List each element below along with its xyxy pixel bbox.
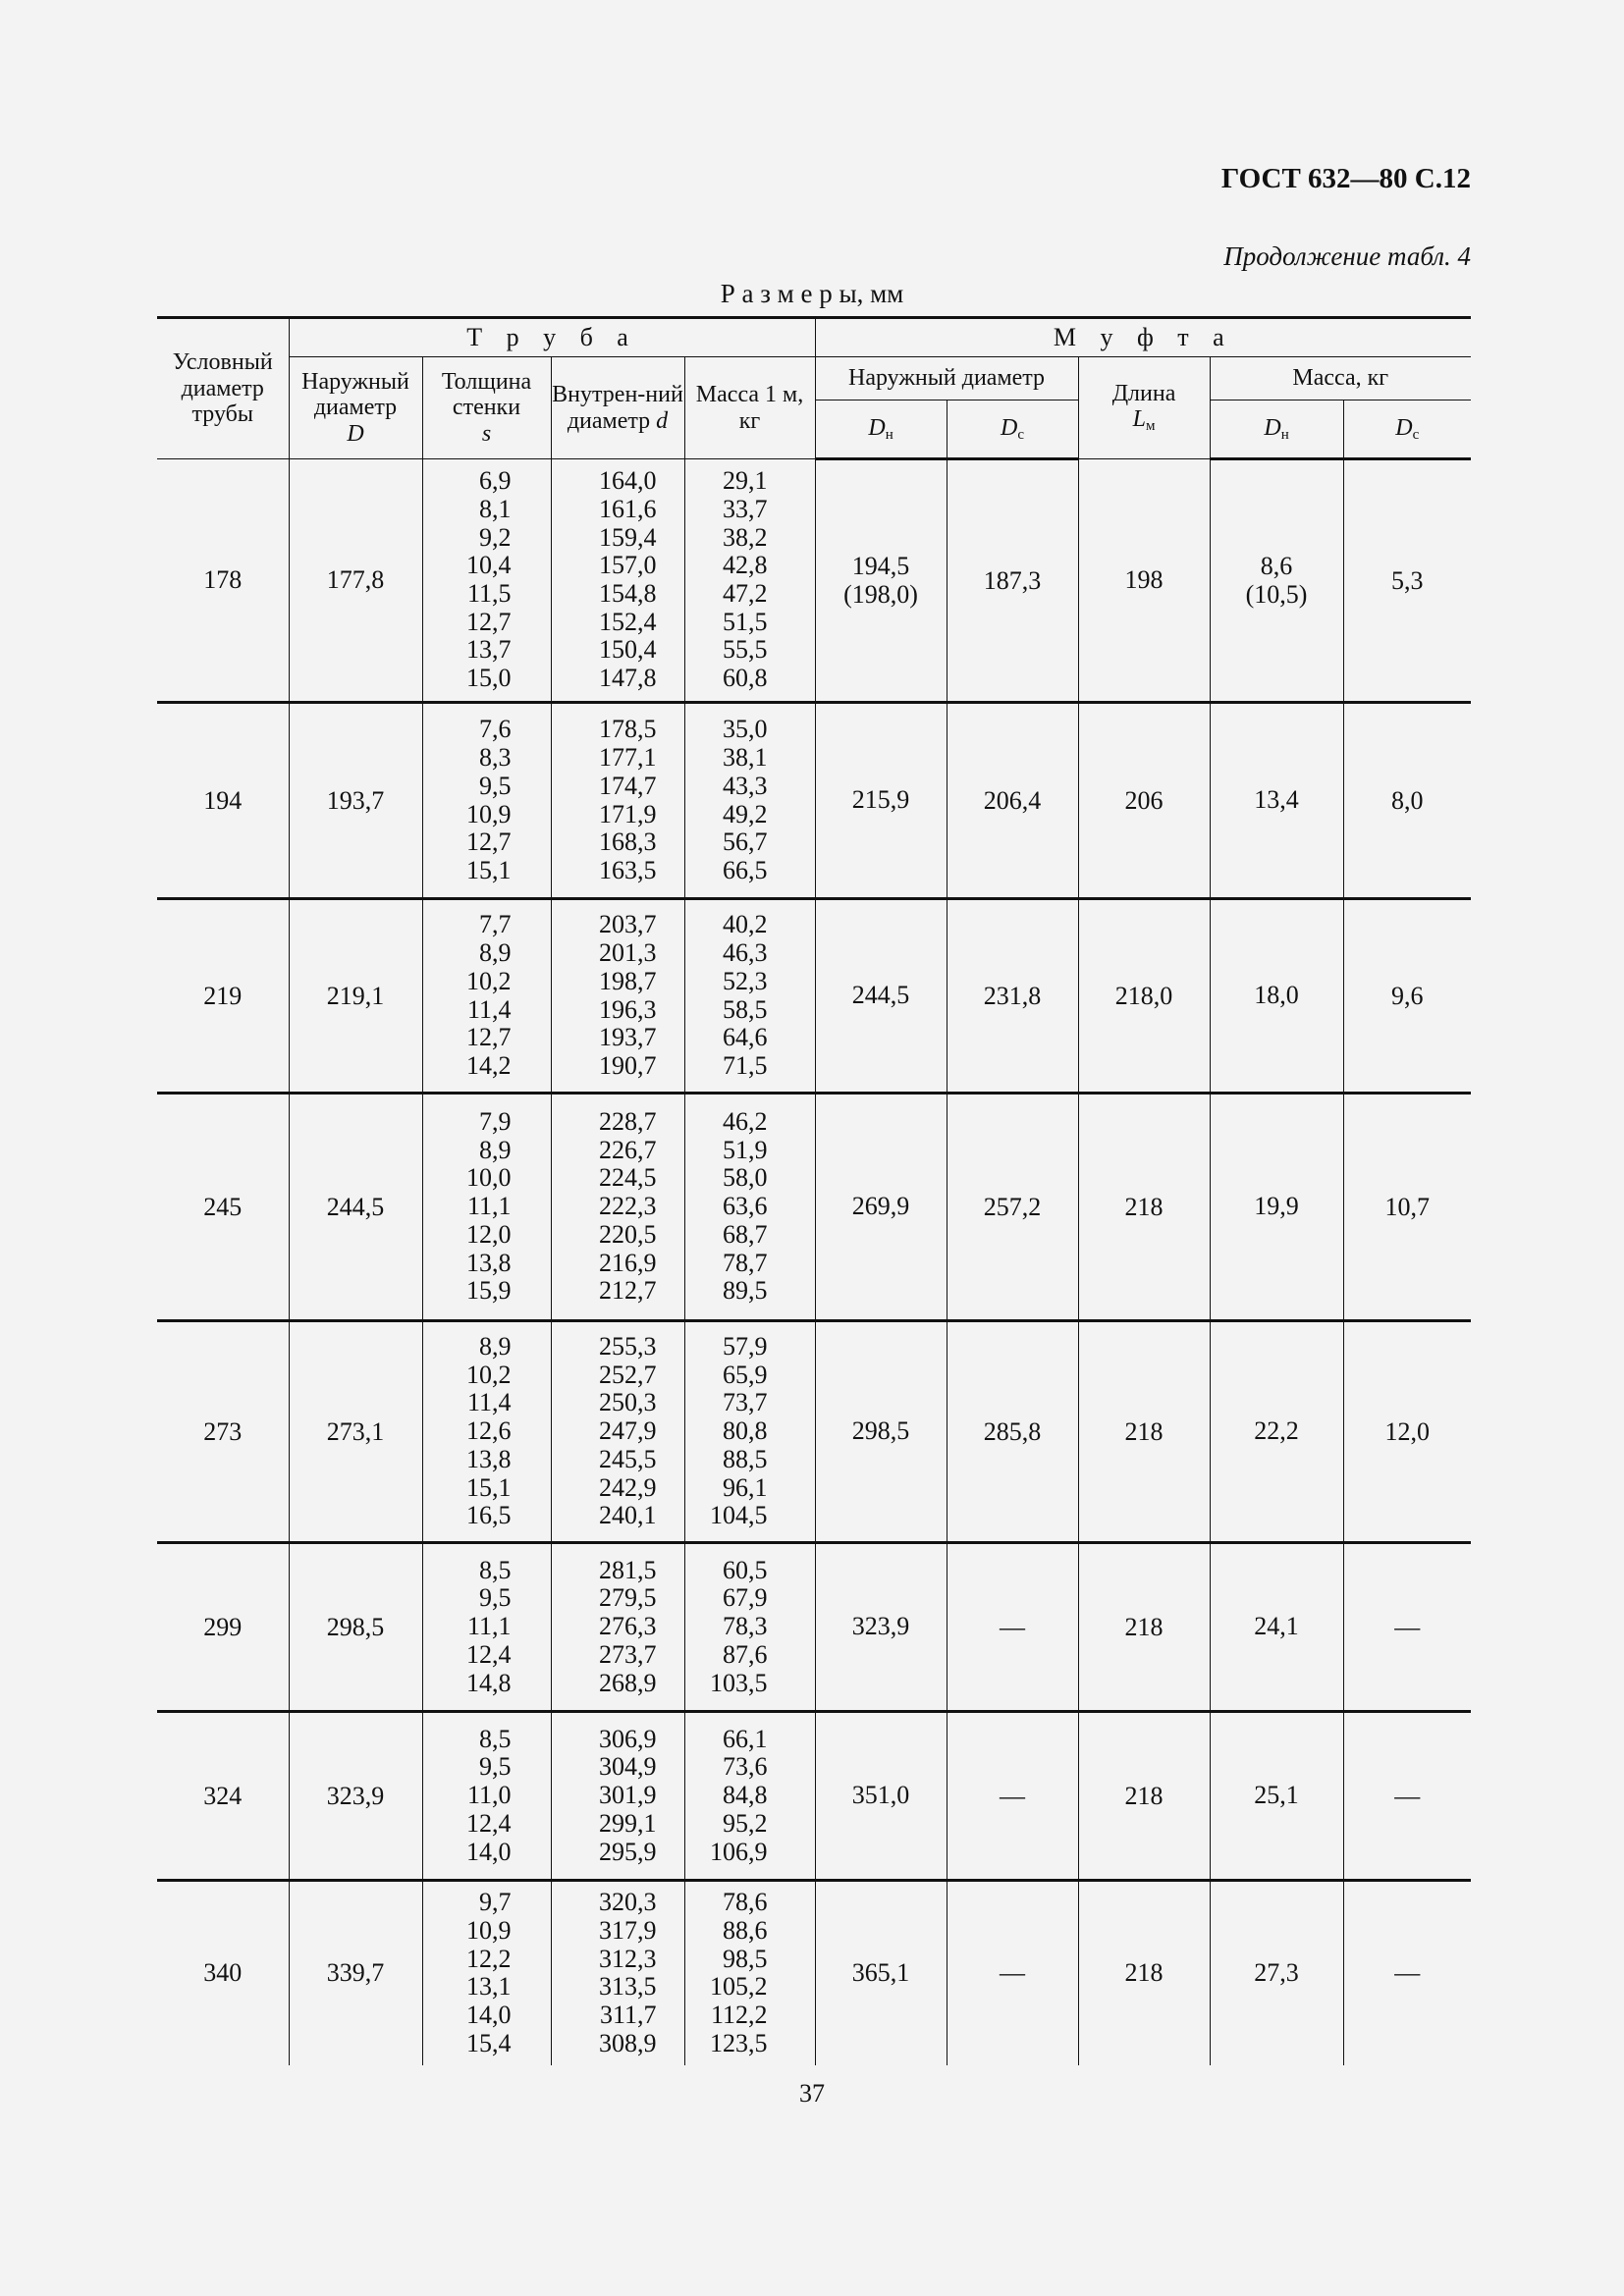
cell-coupling-dn [815, 1321, 947, 1543]
cell-coupling-mass-dn-value: 24,1 [1254, 1612, 1299, 1641]
cell-wall-thickness-value: 10,2 [466, 1360, 512, 1389]
cell-coupling-dn [815, 1543, 947, 1712]
cell-mass-per-meter-value: 88,6 [723, 1915, 768, 1945]
cell-mass-per-meter [684, 703, 815, 899]
cell-inner-diameter-value: 154,8 [599, 579, 657, 608]
cell-mass-per-meter-value: 46,2 [723, 1107, 768, 1137]
cell-coupling-dn-value: 215,9 [851, 785, 910, 815]
cell-wall-thickness-value: 8,9 [479, 1135, 512, 1164]
cell-mass-per-meter-value: 57,9 [723, 1332, 768, 1362]
cell-inner-diameter-value: 220,5 [599, 1219, 657, 1249]
cell-coupling-mass-dc: 9,6 [1343, 899, 1471, 1094]
cell-wall-thickness-value: 11,1 [466, 1612, 512, 1641]
cell-wall-thickness-value: 8,9 [479, 1332, 512, 1362]
cell-inner-diameter-value: 198,7 [599, 966, 657, 995]
cell-inner-diameter [551, 1321, 684, 1543]
cell-inner-diameter-value: 222,3 [599, 1192, 657, 1221]
cell-mass-per-meter-value: 40,2 [723, 910, 768, 939]
cell-mass-per-meter-value: 80,8 [723, 1416, 768, 1446]
cell-wall-thickness-value: 10,9 [466, 799, 512, 828]
cell-wall-thickness-value: 12,2 [466, 1944, 512, 1973]
cell-mass-per-meter-value: 112,2 [710, 2000, 768, 2029]
cell-wall-thickness-value: 9,5 [479, 1752, 512, 1782]
table-row [157, 1881, 1471, 2065]
cell-mass-per-meter-value: 89,5 [723, 1276, 768, 1306]
cell-mass-per-meter-value: 88,5 [723, 1444, 768, 1473]
cell-mass-per-meter-value: 78,6 [723, 1888, 768, 1917]
cell-coupling-length: 218 [1078, 1543, 1210, 1712]
cell-coupling-mass-dn-value: 8,6 [1260, 551, 1293, 580]
cell-wall-thickness-value: 9,2 [479, 522, 512, 552]
cell-wall-thickness-value: 10,0 [466, 1163, 512, 1193]
cell-mass-per-meter-value: 87,6 [723, 1639, 768, 1669]
header-outer-diameter: Наружный диаметр D [289, 357, 422, 459]
cell-mass-per-meter [684, 1543, 815, 1712]
cell-mass-per-meter-value: 103,5 [710, 1668, 768, 1697]
cell-coupling-mass-dn [1210, 1543, 1343, 1712]
cell-inner-diameter-value: 242,9 [599, 1472, 657, 1502]
cell-mass-per-meter-value: 58,0 [723, 1163, 768, 1193]
cell-mass-per-meter-value: 98,5 [723, 1944, 768, 1973]
cell-inner-diameter-value: 281,5 [599, 1555, 657, 1584]
cell-mass-per-meter-value: 73,6 [723, 1752, 768, 1782]
cell-nominal-diameter: 273 [157, 1321, 289, 1543]
cell-wall-thickness-value: 10,4 [466, 551, 512, 580]
cell-coupling-mass-dc: 5,3 [1343, 459, 1471, 703]
header-dn: $D_н$ [815, 400, 947, 459]
cell-mass-per-meter-value: 35,0 [723, 715, 768, 744]
cell-inner-diameter-value: 299,1 [599, 1808, 657, 1838]
table-continuation-note: Продолжение табл. 4 [1223, 241, 1471, 271]
cell-coupling-mass-dc: 12,0 [1343, 1321, 1471, 1543]
cell-nominal-diameter: 219 [157, 899, 289, 1094]
cell-inner-diameter-value: 152,4 [599, 607, 657, 636]
cell-inner-diameter-value: 295,9 [599, 1837, 657, 1866]
cell-inner-diameter-value: 308,9 [599, 2028, 657, 2057]
cell-coupling-length: 198 [1078, 459, 1210, 703]
cell-outer-diameter: 273,1 [289, 1321, 422, 1543]
cell-coupling-mass-dc: 8,0 [1343, 703, 1471, 899]
cell-mass-per-meter-value: 38,1 [723, 743, 768, 773]
cell-coupling-dn-value: 323,9 [851, 1612, 910, 1641]
cell-inner-diameter-value: 306,9 [599, 1724, 657, 1753]
cell-coupling-length: 218 [1078, 1712, 1210, 1881]
cell-wall-thickness-value: 7,6 [479, 715, 512, 744]
cell-coupling-dn-value: 351,0 [851, 1781, 910, 1810]
cell-mass-per-meter-value: 49,2 [723, 799, 768, 828]
cell-wall-thickness-value: 11,4 [466, 994, 512, 1024]
cell-wall-thickness-value: 15,1 [466, 855, 512, 884]
cell-inner-diameter-value: 203,7 [599, 910, 657, 939]
cell-mass-per-meter-value: 104,5 [710, 1501, 768, 1530]
document-code: ГОСТ 632—80 С.12 [1220, 163, 1471, 194]
cell-mass-per-meter [684, 1712, 815, 1881]
cell-coupling-mass-dn [1210, 459, 1343, 703]
cell-nominal-diameter: 178 [157, 459, 289, 703]
cell-coupling-mass-dn-value: 25,1 [1254, 1781, 1299, 1810]
cell-mass-per-meter-value: 106,9 [710, 1837, 768, 1866]
cell-mass-per-meter-value: 73,7 [723, 1388, 768, 1417]
cell-mass-per-meter-value: 84,8 [723, 1781, 768, 1810]
cell-wall-thickness [422, 899, 551, 1094]
header-mass-per-meter: Масса 1 м, кг [684, 357, 815, 459]
cell-inner-diameter-value: 255,3 [599, 1332, 657, 1362]
cell-wall-thickness-value: 13,8 [466, 1248, 512, 1277]
cell-coupling-dc: 187,3 [947, 459, 1078, 703]
header-mass-dc: $D_с$ [1343, 400, 1471, 459]
cell-wall-thickness [422, 459, 551, 703]
cell-coupling-dc: — [947, 1712, 1078, 1881]
cell-coupling-dn-value: 194,5 [851, 551, 910, 580]
cell-wall-thickness [422, 703, 551, 899]
cell-inner-diameter-value: 273,7 [599, 1639, 657, 1669]
cell-mass-per-meter-value: 42,8 [723, 551, 768, 580]
cell-coupling-mass-dn-value: 27,3 [1254, 1957, 1299, 1987]
cell-coupling-dn [815, 1094, 947, 1321]
cell-coupling-dn [815, 459, 947, 703]
cell-wall-thickness-value: 12,4 [466, 1808, 512, 1838]
cell-mass-per-meter-value: 52,3 [723, 966, 768, 995]
cell-inner-diameter-value: 226,7 [599, 1135, 657, 1164]
units-caption: Р а з м е р ы, мм [720, 279, 904, 308]
cell-inner-diameter [551, 899, 684, 1094]
cell-inner-diameter-value: 157,0 [599, 551, 657, 580]
cell-coupling-dn-value: 298,5 [851, 1416, 910, 1446]
cell-wall-thickness-value: 14,0 [466, 1837, 512, 1866]
cell-wall-thickness-value: 9,5 [479, 771, 512, 800]
cell-wall-thickness-value: 15,9 [466, 1276, 512, 1306]
cell-wall-thickness-value: 15,4 [466, 2028, 512, 2057]
cell-mass-per-meter-value: 105,2 [710, 1972, 768, 2002]
cell-nominal-diameter: 194 [157, 703, 289, 899]
cell-wall-thickness-value: 16,5 [466, 1501, 512, 1530]
cell-inner-diameter-value: 224,5 [599, 1163, 657, 1193]
table-row [157, 1321, 1471, 1543]
cell-mass-per-meter-value: 47,2 [723, 579, 768, 608]
cell-wall-thickness-value: 11,0 [466, 1781, 512, 1810]
cell-mass-per-meter-value: 60,8 [723, 664, 768, 693]
cell-wall-thickness-value: 15,1 [466, 1472, 512, 1502]
cell-nominal-diameter: 245 [157, 1094, 289, 1321]
cell-inner-diameter-value: 212,7 [599, 1276, 657, 1306]
table-row [157, 703, 1471, 899]
cell-mass-per-meter [684, 459, 815, 703]
cell-mass-per-meter-value: 43,3 [723, 771, 768, 800]
cell-coupling-dn-value: (198,0) [843, 579, 918, 609]
cell-wall-thickness-value: 8,5 [479, 1555, 512, 1584]
cell-outer-diameter: 244,5 [289, 1094, 422, 1321]
table-row [157, 1712, 1471, 1881]
cell-mass-per-meter-value: 67,9 [723, 1583, 768, 1613]
header-pipe-group: Т р у б а [289, 318, 815, 357]
cell-mass-per-meter [684, 899, 815, 1094]
cell-coupling-length: 206 [1078, 703, 1210, 899]
cell-inner-diameter [551, 1881, 684, 2065]
cell-mass-per-meter [684, 1881, 815, 2065]
cell-inner-diameter-value: 312,3 [599, 1944, 657, 1973]
cell-wall-thickness-value: 12,6 [466, 1416, 512, 1446]
cell-inner-diameter-value: 279,5 [599, 1583, 657, 1613]
cell-inner-diameter-value: 313,5 [599, 1972, 657, 2002]
cell-wall-thickness [422, 1881, 551, 2065]
cell-inner-diameter-value: 247,9 [599, 1416, 657, 1446]
cell-inner-diameter-value: 150,4 [599, 635, 657, 665]
cell-coupling-mass-dn-value: 19,9 [1254, 1192, 1299, 1221]
cell-coupling-mass-dc: 10,7 [1343, 1094, 1471, 1321]
cell-inner-diameter-value: 245,5 [599, 1444, 657, 1473]
cell-inner-diameter-value: 276,3 [599, 1612, 657, 1641]
cell-mass-per-meter-value: 51,5 [723, 607, 768, 636]
cell-wall-thickness-value: 6,9 [479, 466, 512, 496]
cell-mass-per-meter-value: 64,6 [723, 1023, 768, 1052]
cell-coupling-dn [815, 899, 947, 1094]
cell-mass-per-meter-value: 63,6 [723, 1192, 768, 1221]
cell-outer-diameter: 193,7 [289, 703, 422, 899]
cell-wall-thickness-value: 7,7 [479, 910, 512, 939]
cell-outer-diameter: 323,9 [289, 1712, 422, 1881]
cell-inner-diameter-value: 304,9 [599, 1752, 657, 1782]
cell-coupling-mass-dn [1210, 1881, 1343, 2065]
cell-coupling-mass-dn [1210, 1321, 1343, 1543]
cell-mass-per-meter-value: 33,7 [723, 494, 768, 523]
cell-outer-diameter: 219,1 [289, 899, 422, 1094]
cell-inner-diameter-value: 216,9 [599, 1248, 657, 1277]
cell-coupling-dn-value: 244,5 [851, 981, 910, 1010]
cell-wall-thickness-value: 12,0 [466, 1219, 512, 1249]
cell-coupling-mass-dn [1210, 1094, 1343, 1321]
cell-wall-thickness [422, 1321, 551, 1543]
cell-inner-diameter-value: 174,7 [599, 771, 657, 800]
header-coupling-mass: Масса, кг [1210, 357, 1471, 400]
cell-coupling-dc: 206,4 [947, 703, 1078, 899]
cell-coupling-dn [815, 1712, 947, 1881]
cell-coupling-mass-dn [1210, 899, 1343, 1094]
cell-mass-per-meter-value: 46,3 [723, 938, 768, 968]
pipe-dimensions-table [157, 316, 1471, 2065]
cell-inner-diameter-value: 177,1 [599, 743, 657, 773]
cell-coupling-mass-dn-value: 13,4 [1254, 785, 1299, 815]
cell-mass-per-meter [684, 1094, 815, 1321]
cell-inner-diameter-value: 320,3 [599, 1888, 657, 1917]
header-wall-thickness: Толщина стенки s [422, 357, 551, 459]
cell-coupling-dn-value: 269,9 [851, 1192, 910, 1221]
cell-coupling-mass-dc: — [1343, 1881, 1471, 2065]
cell-coupling-mass-dn [1210, 703, 1343, 899]
cell-inner-diameter [551, 1712, 684, 1881]
cell-wall-thickness-value: 13,1 [466, 1972, 512, 2002]
header-coupling-length: Длина $L_м$ [1078, 357, 1210, 459]
cell-inner-diameter-value: 228,7 [599, 1107, 657, 1137]
header-dc: $D_с$ [947, 400, 1078, 459]
header-nominal-diameter: Условный диаметр трубы [157, 318, 289, 459]
cell-mass-per-meter-value: 66,5 [723, 855, 768, 884]
cell-coupling-mass-dn-value: 22,2 [1254, 1416, 1299, 1446]
cell-coupling-dc: 285,8 [947, 1321, 1078, 1543]
cell-nominal-diameter: 324 [157, 1712, 289, 1881]
header-inner-diameter: Внутрен-ний диаметр d [551, 357, 684, 459]
page-number: 37 [799, 2079, 825, 2108]
cell-coupling-mass-dc: — [1343, 1543, 1471, 1712]
table-body [157, 459, 1471, 2065]
cell-mass-per-meter-value: 68,7 [723, 1219, 768, 1249]
cell-mass-per-meter-value: 78,7 [723, 1248, 768, 1277]
cell-inner-diameter [551, 459, 684, 703]
cell-wall-thickness-value: 12,7 [466, 1023, 512, 1052]
cell-coupling-mass-dn-value: 18,0 [1254, 981, 1299, 1010]
cell-inner-diameter-value: 196,3 [599, 994, 657, 1024]
cell-wall-thickness-value: 13,8 [466, 1444, 512, 1473]
header-coupling-group: М у ф т а [815, 318, 1471, 357]
table-row [157, 1094, 1471, 1321]
cell-wall-thickness [422, 1712, 551, 1881]
cell-coupling-length: 218 [1078, 1094, 1210, 1321]
cell-nominal-diameter: 340 [157, 1881, 289, 2065]
cell-wall-thickness-value: 8,1 [479, 494, 512, 523]
cell-wall-thickness-value: 14,8 [466, 1668, 512, 1697]
cell-inner-diameter-value: 193,7 [599, 1023, 657, 1052]
cell-inner-diameter [551, 703, 684, 899]
cell-wall-thickness-value: 10,2 [466, 966, 512, 995]
cell-inner-diameter-value: 268,9 [599, 1668, 657, 1697]
cell-coupling-dn-value: 365,1 [851, 1957, 910, 1987]
cell-mass-per-meter-value: 55,5 [723, 635, 768, 665]
cell-inner-diameter [551, 1094, 684, 1321]
cell-nominal-diameter: 299 [157, 1543, 289, 1712]
cell-mass-per-meter-value: 65,9 [723, 1360, 768, 1389]
cell-inner-diameter-value: 164,0 [599, 466, 657, 496]
cell-inner-diameter-value: 250,3 [599, 1388, 657, 1417]
cell-outer-diameter: 298,5 [289, 1543, 422, 1712]
cell-mass-per-meter-value: 56,7 [723, 828, 768, 857]
cell-inner-diameter-value: 147,8 [599, 664, 657, 693]
cell-mass-per-meter-value: 66,1 [723, 1724, 768, 1753]
cell-inner-diameter-value: 168,3 [599, 828, 657, 857]
cell-coupling-length: 218 [1078, 1321, 1210, 1543]
cell-coupling-mass-dn-value: (10,5) [1245, 579, 1308, 609]
cell-wall-thickness-value: 7,9 [479, 1107, 512, 1137]
cell-inner-diameter-value: 311,7 [599, 2000, 657, 2029]
cell-inner-diameter-value: 171,9 [599, 799, 657, 828]
cell-coupling-dc: 257,2 [947, 1094, 1078, 1321]
cell-wall-thickness-value: 12,4 [466, 1639, 512, 1669]
cell-wall-thickness-value: 9,5 [479, 1583, 512, 1613]
cell-coupling-mass-dc: — [1343, 1712, 1471, 1881]
cell-coupling-dn [815, 703, 947, 899]
cell-inner-diameter-value: 301,9 [599, 1781, 657, 1810]
cell-outer-diameter: 177,8 [289, 459, 422, 703]
cell-wall-thickness-value: 8,3 [479, 743, 512, 773]
cell-wall-thickness [422, 1543, 551, 1712]
cell-wall-thickness-value: 11,5 [466, 579, 512, 608]
cell-mass-per-meter-value: 29,1 [723, 466, 768, 496]
header-coupling-outer-diameter: Наружный диаметр [815, 357, 1078, 400]
table-row [157, 1543, 1471, 1712]
cell-outer-diameter: 339,7 [289, 1881, 422, 2065]
cell-coupling-dc: — [947, 1881, 1078, 2065]
cell-wall-thickness-value: 12,7 [466, 607, 512, 636]
cell-coupling-length: 218,0 [1078, 899, 1210, 1094]
cell-inner-diameter-value: 163,5 [599, 855, 657, 884]
cell-mass-per-meter-value: 58,5 [723, 994, 768, 1024]
cell-wall-thickness-value: 15,0 [466, 664, 512, 693]
cell-mass-per-meter-value: 51,9 [723, 1135, 768, 1164]
table-row [157, 459, 1471, 703]
cell-coupling-dn [815, 1881, 947, 2065]
cell-mass-per-meter-value: 78,3 [723, 1612, 768, 1641]
cell-inner-diameter-value: 178,5 [599, 715, 657, 744]
cell-inner-diameter-value: 317,9 [599, 1915, 657, 1945]
cell-mass-per-meter-value: 96,1 [723, 1472, 768, 1502]
cell-mass-per-meter-value: 38,2 [723, 522, 768, 552]
cell-mass-per-meter [684, 1321, 815, 1543]
cell-coupling-mass-dn [1210, 1712, 1343, 1881]
cell-coupling-dc: — [947, 1543, 1078, 1712]
table-row [157, 899, 1471, 1094]
cell-inner-diameter-value: 201,3 [599, 938, 657, 968]
cell-coupling-length: 218 [1078, 1881, 1210, 2065]
cell-mass-per-meter-value: 71,5 [723, 1050, 768, 1080]
cell-inner-diameter-value: 252,7 [599, 1360, 657, 1389]
cell-wall-thickness-value: 13,7 [466, 635, 512, 665]
cell-wall-thickness-value: 12,7 [466, 828, 512, 857]
cell-wall-thickness-value: 8,9 [479, 938, 512, 968]
cell-wall-thickness [422, 1094, 551, 1321]
cell-wall-thickness-value: 8,5 [479, 1724, 512, 1753]
header-mass-dn: $D_н$ [1210, 400, 1343, 459]
cell-coupling-dc: 231,8 [947, 899, 1078, 1094]
cell-wall-thickness-value: 9,7 [479, 1888, 512, 1917]
cell-mass-per-meter-value: 95,2 [723, 1808, 768, 1838]
cell-wall-thickness-value: 11,1 [466, 1192, 512, 1221]
cell-mass-per-meter-value: 60,5 [723, 1555, 768, 1584]
cell-inner-diameter [551, 1543, 684, 1712]
cell-wall-thickness-value: 14,0 [466, 2000, 512, 2029]
cell-inner-diameter-value: 240,1 [599, 1501, 657, 1530]
cell-inner-diameter-value: 161,6 [599, 494, 657, 523]
cell-wall-thickness-value: 10,9 [466, 1915, 512, 1945]
cell-mass-per-meter-value: 123,5 [710, 2028, 768, 2057]
cell-inner-diameter-value: 190,7 [599, 1050, 657, 1080]
cell-wall-thickness-value: 14,2 [466, 1050, 512, 1080]
cell-inner-diameter-value: 159,4 [599, 522, 657, 552]
cell-wall-thickness-value: 11,4 [466, 1388, 512, 1417]
